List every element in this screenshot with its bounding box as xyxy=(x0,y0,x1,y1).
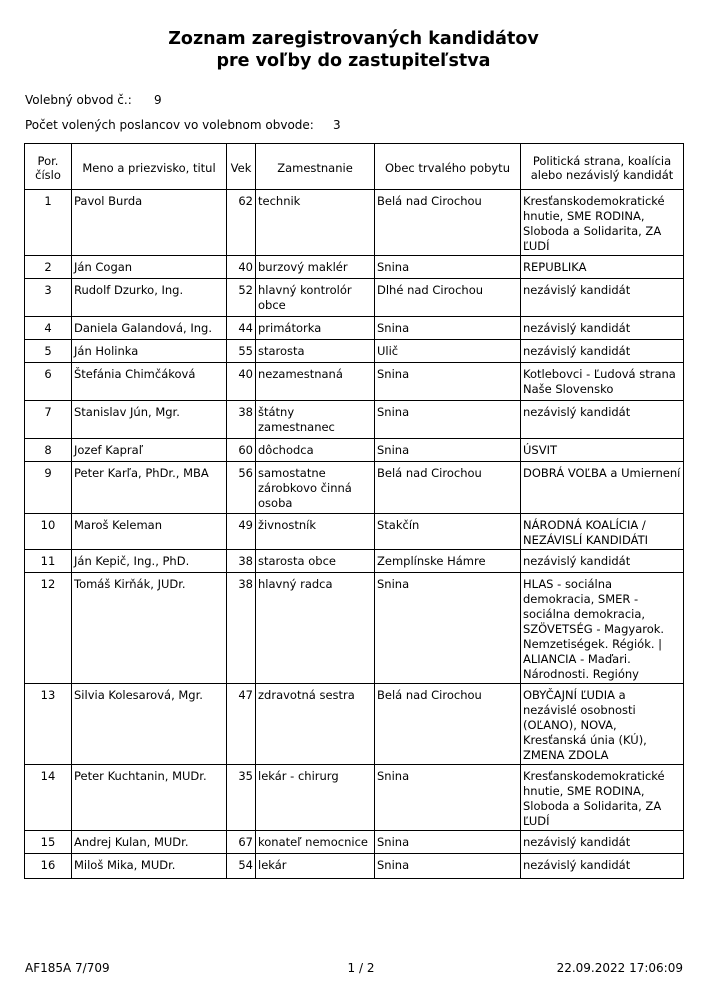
district-value: 9 xyxy=(154,93,162,107)
row-number: 3 xyxy=(25,279,72,317)
row-number: 13 xyxy=(25,684,72,765)
seats-row xyxy=(25,118,341,132)
candidate-party: nezávislý kandidát xyxy=(521,317,684,340)
candidate-name: Ján Cogan xyxy=(72,256,227,279)
candidate-occupation: starosta xyxy=(256,340,375,363)
candidate-residence: Ulič xyxy=(375,340,521,363)
candidate-occupation: štátny zamestnanec xyxy=(256,401,375,439)
candidate-occupation: lekár xyxy=(256,854,375,879)
row-number: 12 xyxy=(25,573,72,684)
candidate-age: 67 xyxy=(227,831,256,854)
header-occupation: Zamestnanie xyxy=(256,144,375,190)
candidate-name: Andrej Kulan, MUDr. xyxy=(72,831,227,854)
candidate-age: 44 xyxy=(227,317,256,340)
table-row xyxy=(25,439,684,462)
row-number: 11 xyxy=(25,550,72,573)
row-number: 15 xyxy=(25,831,72,854)
page-number: 1 / 2 xyxy=(347,961,375,975)
candidate-party: REPUBLIKA xyxy=(521,256,684,279)
row-number: 1 xyxy=(25,190,72,256)
candidate-residence: Stakčín xyxy=(375,514,521,550)
candidate-residence: Snina xyxy=(375,363,521,401)
candidate-age: 38 xyxy=(227,573,256,684)
row-number: 14 xyxy=(25,765,72,831)
candidate-occupation: samostatne zárobkovo činná osoba xyxy=(256,462,375,514)
candidate-occupation: nezamestnaná xyxy=(256,363,375,401)
candidate-occupation: primátorka xyxy=(256,317,375,340)
candidate-party: nezávislý kandidát xyxy=(521,340,684,363)
table-row xyxy=(25,363,684,401)
candidate-occupation: živnostník xyxy=(256,514,375,550)
candidate-age: 38 xyxy=(227,401,256,439)
candidate-occupation: hlavný radca xyxy=(256,573,375,684)
candidate-name: Stanislav Jún, Mgr. xyxy=(72,401,227,439)
candidate-name: Miloš Mika, MUDr. xyxy=(72,854,227,879)
candidate-occupation: technik xyxy=(256,190,375,256)
candidate-occupation: hlavný kontrolór obce xyxy=(256,279,375,317)
candidate-party: nezávislý kandidát xyxy=(521,279,684,317)
seats-value: 3 xyxy=(333,118,341,132)
candidate-residence: Belá nad Cirochou xyxy=(375,462,521,514)
candidate-residence: Snina xyxy=(375,573,521,684)
candidate-residence: Snina xyxy=(375,765,521,831)
candidate-name: Štefánia Chimčáková xyxy=(72,363,227,401)
row-number: 7 xyxy=(25,401,72,439)
candidate-residence: Snina xyxy=(375,256,521,279)
candidate-party: nezávislý kandidát xyxy=(521,401,684,439)
candidate-name: Daniela Galandová, Ing. xyxy=(72,317,227,340)
page-title xyxy=(0,28,707,72)
candidate-name: Ján Kepič, Ing., PhD. xyxy=(72,550,227,573)
candidate-party: NÁRODNÁ KOALÍCIA / NEZÁVISLÍ KANDIDÁTI xyxy=(521,514,684,550)
candidate-party: Kresťanskodemokratické hnutie, SME RODINA, Sloboda a Solidarita, ZA ĽUDÍ xyxy=(521,765,684,831)
candidate-name: Pavol Burda xyxy=(72,190,227,256)
row-number: 5 xyxy=(25,340,72,363)
candidate-age: 60 xyxy=(227,439,256,462)
table-row xyxy=(25,317,684,340)
title-line-2: pre voľby do zastupiteľstva xyxy=(216,51,491,71)
candidate-residence: Zemplínske Hámre xyxy=(375,550,521,573)
table-row xyxy=(25,340,684,363)
candidate-party: nezávislý kandidát xyxy=(521,854,684,879)
row-number: 6 xyxy=(25,363,72,401)
candidate-residence: Dlhé nad Cirochou xyxy=(375,279,521,317)
candidate-occupation: lekár - chirurg xyxy=(256,765,375,831)
title-line-1: Zoznam zaregistrovaných kandidátov xyxy=(168,29,539,49)
header-number: Por. číslo xyxy=(25,144,72,190)
candidate-party: ÚSVIT xyxy=(521,439,684,462)
candidate-residence: Snina xyxy=(375,439,521,462)
row-number: 9 xyxy=(25,462,72,514)
candidate-age: 40 xyxy=(227,256,256,279)
candidate-age: 52 xyxy=(227,279,256,317)
row-number: 10 xyxy=(25,514,72,550)
candidates-table xyxy=(24,143,684,879)
seats-label: Počet volených poslancov vo volebnom obvode: xyxy=(25,118,314,132)
header-name: Meno a priezvisko, titul xyxy=(72,144,227,190)
header-party: Politická strana, koalícia alebo nezávislý kandidát xyxy=(521,144,684,190)
candidate-name: Peter Kuchtanin, MUDr. xyxy=(72,765,227,831)
candidate-party: nezávislý kandidát xyxy=(521,831,684,854)
candidate-party: DOBRÁ VOĽBA a Umiernení xyxy=(521,462,684,514)
table-row xyxy=(25,279,684,317)
table-row xyxy=(25,684,684,765)
candidate-party: Kotlebovci - Ľudová strana Naše Slovensko xyxy=(521,363,684,401)
candidate-name: Rudolf Dzurko, Ing. xyxy=(72,279,227,317)
candidate-residence: Snina xyxy=(375,831,521,854)
row-number: 2 xyxy=(25,256,72,279)
table-row xyxy=(25,831,684,854)
candidate-name: Peter Karľa, PhDr., MBA xyxy=(72,462,227,514)
district-row xyxy=(25,93,162,107)
candidate-age: 40 xyxy=(227,363,256,401)
candidate-residence: Belá nad Cirochou xyxy=(375,684,521,765)
candidate-age: 49 xyxy=(227,514,256,550)
candidate-party: Kresťanskodemokratické hnutie, SME RODINA, Sloboda a Solidarita, ZA ĽUDÍ xyxy=(521,190,684,256)
candidate-age: 38 xyxy=(227,550,256,573)
candidate-occupation: zdravotná sestra xyxy=(256,684,375,765)
candidate-name: Jozef Kapraľ xyxy=(72,439,227,462)
candidate-residence: Snina xyxy=(375,854,521,879)
candidate-residence: Snina xyxy=(375,317,521,340)
candidate-name: Maroš Keleman xyxy=(72,514,227,550)
table-row xyxy=(25,190,684,256)
table-row xyxy=(25,462,684,514)
candidate-age: 56 xyxy=(227,462,256,514)
candidate-age: 35 xyxy=(227,765,256,831)
candidate-age: 54 xyxy=(227,854,256,879)
candidate-party: HLAS - sociálna demokracia, SMER - sociálna demokracia, SZÖVETSÉG - Magyarok. Nemzetiségek. Régiók. | ALIANCIA - Maďari. Národnosti. Regióny xyxy=(521,573,684,684)
candidate-party: nezávislý kandidát xyxy=(521,550,684,573)
candidate-name: Tomáš Kirňák, JUDr. xyxy=(72,573,227,684)
table-row xyxy=(25,256,684,279)
candidate-residence: Belá nad Cirochou xyxy=(375,190,521,256)
table-row xyxy=(25,765,684,831)
document-code: AF185A 7/709 xyxy=(25,961,110,975)
table-row xyxy=(25,401,684,439)
candidate-occupation: starosta obce xyxy=(256,550,375,573)
row-number: 16 xyxy=(25,854,72,879)
table-row xyxy=(25,550,684,573)
print-datetime: 22.09.2022 17:06:09 xyxy=(556,961,683,975)
candidate-age: 62 xyxy=(227,190,256,256)
candidate-party: OBYČAJNÍ ĽUDIA a nezávislé osobnosti (OĽANO), NOVA, Kresťanská únia (KÚ), ZMENA ZDOLA xyxy=(521,684,684,765)
candidate-occupation: konateľ nemocnice xyxy=(256,831,375,854)
table-row xyxy=(25,573,684,684)
candidate-occupation: burzový maklér xyxy=(256,256,375,279)
candidate-name: Ján Holinka xyxy=(72,340,227,363)
table-row xyxy=(25,854,684,879)
row-number: 8 xyxy=(25,439,72,462)
table-header-row xyxy=(25,144,684,190)
row-number: 4 xyxy=(25,317,72,340)
candidate-name: Silvia Kolesarová, Mgr. xyxy=(72,684,227,765)
table-row xyxy=(25,514,684,550)
candidate-residence: Snina xyxy=(375,401,521,439)
header-residence: Obec trvalého pobytu xyxy=(375,144,521,190)
candidate-age: 47 xyxy=(227,684,256,765)
candidate-occupation: dôchodca xyxy=(256,439,375,462)
district-label: Volebný obvod č.: xyxy=(25,93,132,107)
candidate-age: 55 xyxy=(227,340,256,363)
header-age: Vek xyxy=(227,144,256,190)
